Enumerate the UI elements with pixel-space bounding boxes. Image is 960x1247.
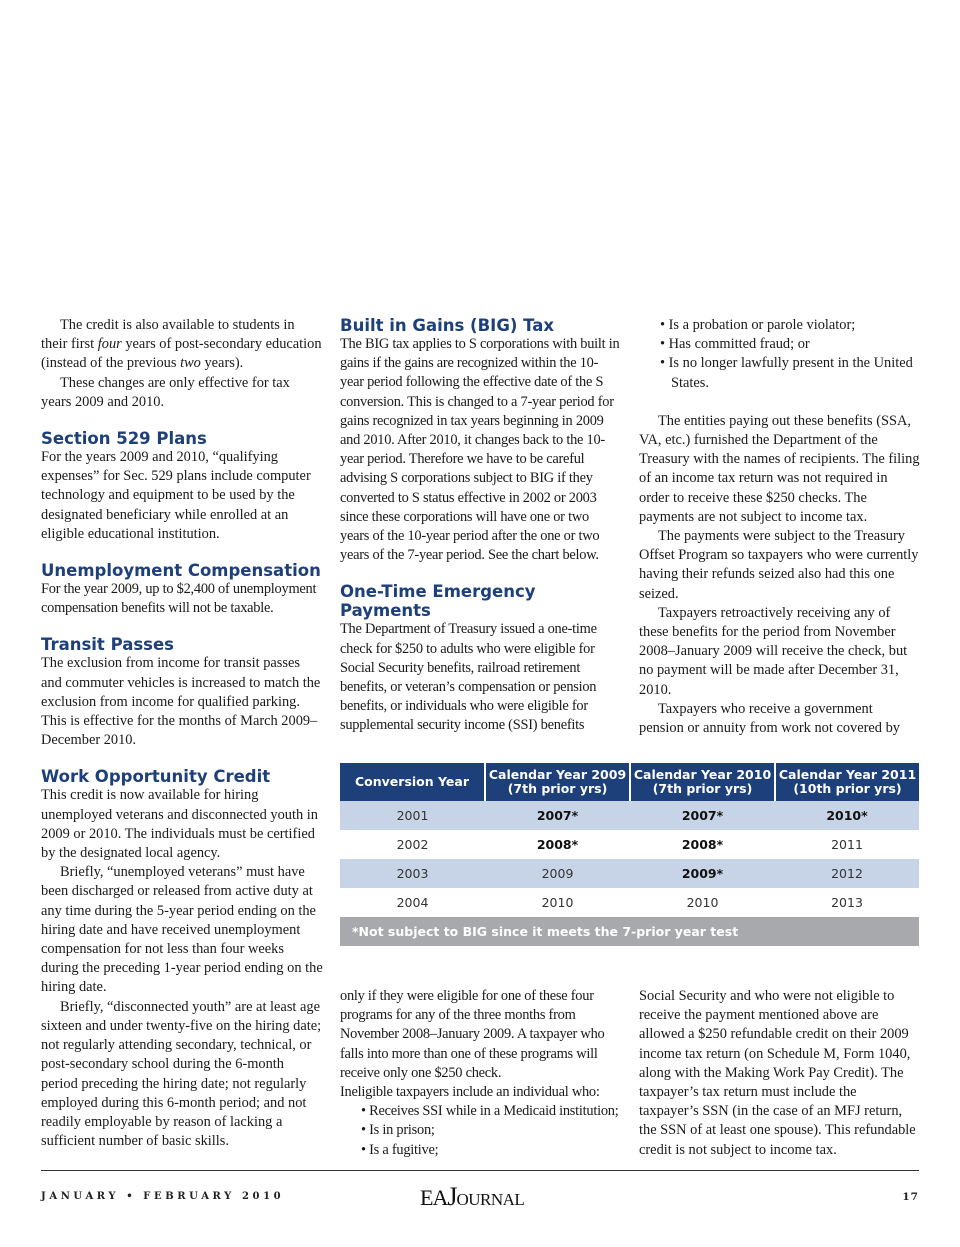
logo-part: J: [447, 1182, 457, 1211]
issue-date: JANUARY • FEBRUARY 2010: [41, 1191, 285, 1202]
list-item: • Is a probation or parole violator;: [660, 316, 920, 335]
column-header: [775, 763, 919, 801]
emphasis: two: [180, 355, 201, 372]
bullet-list: [639, 316, 920, 393]
table-cell: 2009*: [630, 859, 775, 888]
bullet-list: [340, 1102, 622, 1160]
footer-rule: [41, 1170, 919, 1171]
table-cell: 2008*: [536, 837, 579, 852]
paragraph: The payments were subject to the Treasury Offset Program so taxpayers who were currently having their refunds seized also had this one seized.: [639, 528, 919, 602]
paragraph: [41, 316, 323, 374]
paragraph: Briefly, “disconnected youth” are at least age sixteen and under twenty-five on the hiring date; not regularly attending secondary, technical, or post-secondary school during the 6-month period preceding the hiring date; not regularly employed during this 6-month period; and not readily employable by reason of lacking a sufficient number of basic skills.: [41, 998, 322, 1150]
header-line: Calendar Year 2011: [778, 767, 917, 782]
heading-work-opportunity: Work Opportunity Credit: [41, 767, 271, 787]
table-note: *Not subject to BIG since it meets the 7-prior year test: [340, 917, 919, 946]
paragraph: These changes are only effective for tax years 2009 and 2010.: [41, 374, 290, 410]
heading-emergency-payments: One-Time Emergency Payments: [340, 582, 536, 621]
header-line: (10th prior yrs): [793, 781, 902, 796]
paragraph: The BIG tax applies to S corporations with built in gains if the gains are recognized within the 10-year period following the effective date of the S conversion. This is changed to a 7-year period for gains recognized in tax years beginning in 2009 and 2010. After 2010, it changes back to the 10-year period. Therefore we have to be careful advising S corporations subject to BIG if they converted to S status effective in 2002 or 2003 since these corporations will have one or two years of the 10-year period after the one or two years of the 7-year period. See the chart below.: [340, 336, 620, 564]
table-cell: 2007*: [630, 801, 775, 830]
header-line: Calendar Year 2009: [488, 767, 627, 782]
paragraph: Taxpayers who receive a government pension or annuity from work not covered by: [639, 700, 900, 737]
paragraph: For the year 2009, up to $2,400 of unemployment compensation benefits will not be taxable.: [41, 581, 317, 617]
table-row: [340, 859, 919, 888]
logo-part: OURNAL: [456, 1190, 525, 1209]
table-cell: 2001: [340, 801, 485, 830]
logo-part: EA: [420, 1185, 448, 1210]
table-row: [340, 801, 919, 830]
table-cell: 2004: [396, 895, 429, 910]
table-cell: 2011: [831, 837, 863, 852]
paragraph: This credit is now available for hiring unemployed veterans and disconnected youth in 2009 or 2010. The individuals must be certified by the designated local agency.: [41, 787, 318, 862]
table-header-row: [340, 763, 919, 801]
big-tax-table: [340, 763, 919, 946]
table-cell: 2010: [686, 895, 719, 910]
table-row: [340, 830, 919, 859]
table-cell: 2007*: [485, 801, 630, 830]
heading-section-529: Section 529 Plans: [41, 429, 207, 449]
heading-transit: Transit Passes: [41, 635, 175, 655]
paragraph: Social Security and who were not eligible to receive the payment mentioned above are allowed a $250 refundable credit on their 2009 income tax return (on Schedule M, Form 1040, along with the Making Work Pay Credit). The taxpayer’s tax return must include the taxpayer’s SSN (in the case of an MFJ return, the SSN of at least one spouse). This refundable credit is not subject to income tax.: [639, 988, 916, 1158]
table-cell: 2010*: [775, 801, 919, 830]
table-cell: 2008*: [681, 837, 724, 852]
emphasis: four: [97, 336, 122, 353]
list-item: • Receives SSI while in a Medicaid institution;: [361, 1102, 622, 1121]
header-line: (7th prior yrs): [507, 781, 608, 796]
list-item: • Is a fugitive;: [361, 1141, 622, 1160]
column-3-top: [639, 316, 920, 738]
list-item: • Has committed fraud; or: [660, 335, 920, 354]
column-header: [340, 763, 485, 801]
text: • Is no longer lawfully present in the United States.: [660, 355, 913, 390]
column-2-top: [340, 316, 620, 736]
column-3-bottom: [639, 987, 919, 1160]
text: The credit is also available to students in their first: [41, 317, 295, 353]
table-note-row: [340, 917, 919, 946]
table-cell: 2003: [340, 859, 485, 888]
paragraph: Ineligible taxpayers include an individual who:: [340, 1084, 600, 1101]
text: years of post-secondary education (instead of the previous: [41, 336, 322, 372]
header-line: Calendar Year 2010: [633, 767, 772, 782]
table-row: [340, 888, 919, 917]
column-header: [630, 763, 775, 801]
header-line: (7th prior yrs): [652, 781, 753, 796]
paragraph: The Department of Treasury issued a one-time check for $250 to adults who were eligible for Social Security benefits, railroad retirement benefits, or veteran’s compensation or pension benefits, or individuals who were eligible for supplemental security income (SSI) benefits: [340, 621, 597, 734]
paragraph: The entities paying out these benefits (SSA, VA, etc.) furnished the Department of the Treasury with the names of recipients. The filing of an income tax return was not required in order to receive these $250 checks. The payments are not subject to income tax.: [639, 412, 920, 525]
table-cell: 2013: [831, 895, 863, 910]
column-2-bottom: [340, 987, 622, 1160]
table-cell: 2010: [541, 895, 574, 910]
paragraph: For the years 2009 and 2010, “qualifying expenses” for Sec. 529 plans include computer technology and equipment to be used by the designated beneficiary while enrolled at an eligible educational institution.: [41, 449, 311, 542]
paragraph: The exclusion from income for transit passes and commuter vehicles is increased to match the exclusion from income for qualified parking. This is effective for the months of March 2009–December 2010.: [41, 655, 321, 749]
text: years).: [200, 355, 244, 372]
heading-built-in-gains: Built in Gains (BIG) Tax: [340, 316, 555, 335]
paragraph: Briefly, “unemployed veterans” must have been discharged or released from active duty at any time during the 5-year period ending on the hiring date and have received unemployment compensation for not less than four weeks during the preceding 1-year period ending on the hiring date.: [41, 864, 323, 996]
list-item: [660, 354, 920, 392]
header-line: Conversion Year: [355, 774, 469, 789]
paragraph: only if they were eligible for one of these four programs for any of the three months from November 2008–January 2009. A taxpayer who falls into more than one of these programs will receive only one $250 check.: [340, 988, 605, 1081]
page-number: 17: [902, 1191, 919, 1203]
column-header: [485, 763, 630, 801]
column-1: [41, 316, 323, 1151]
table-cell: 2009: [485, 859, 630, 888]
heading-unemployment: Unemployment Compensation: [41, 561, 321, 581]
table-cell: 2012: [775, 859, 919, 888]
journal-logo: [420, 1182, 524, 1212]
table: [340, 763, 919, 946]
paragraph: Taxpayers retroactively receiving any of these benefits for the period from November 2008–January 2009 will receive the check, but no payment will be made after December 31, 2010.: [639, 604, 908, 698]
list-item: • Is in prison;: [361, 1121, 622, 1140]
table-cell: 2002: [396, 837, 429, 852]
